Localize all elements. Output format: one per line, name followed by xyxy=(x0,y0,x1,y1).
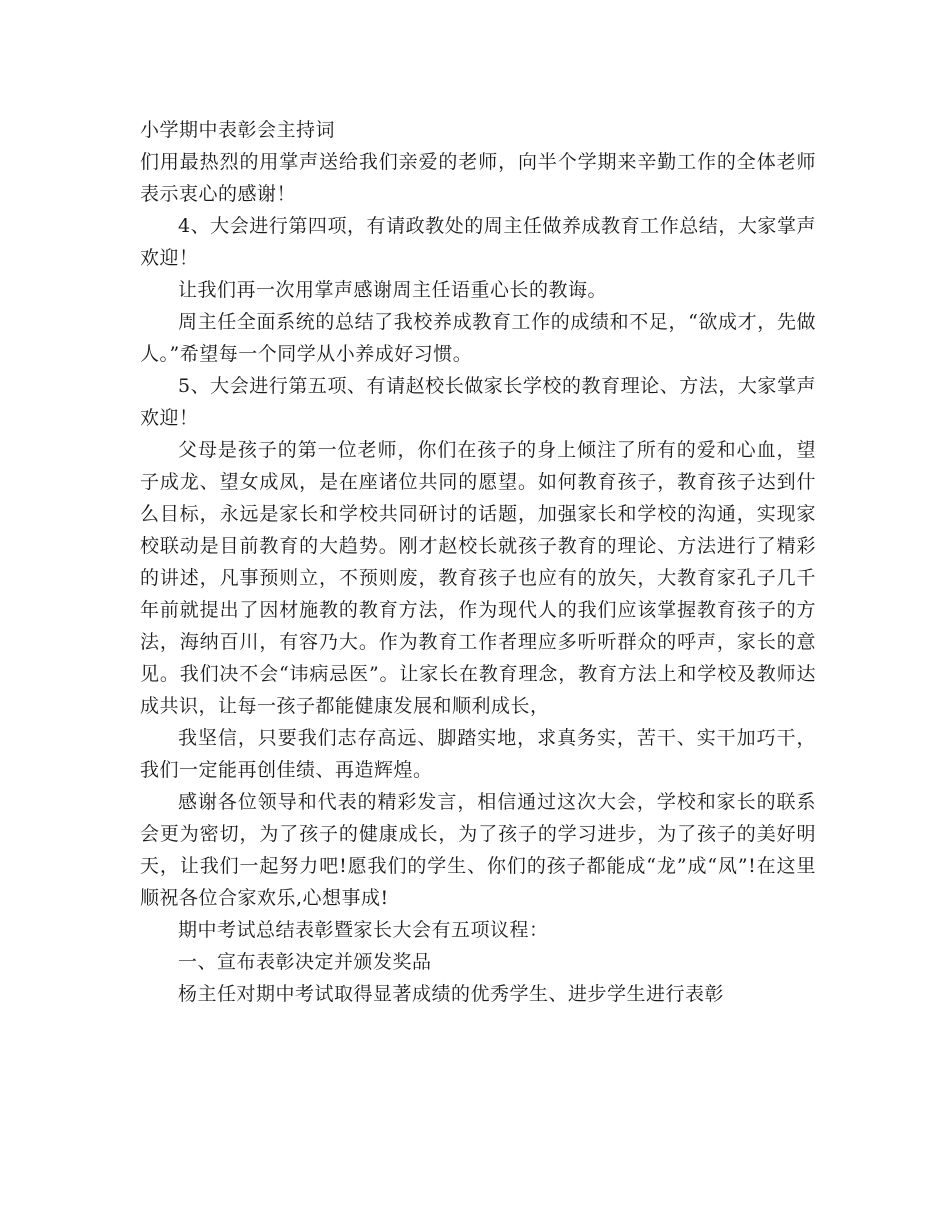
paragraph-3: 让我们再一次用掌声感谢周主任语重心长的教诲。 xyxy=(178,279,608,301)
paragraph-11: 杨主任对期中考试取得显著成绩的优秀学生、进步学生进行表彰 xyxy=(178,983,725,1005)
document-body xyxy=(140,114,816,1010)
paragraph-9: 期中考试总结表彰暨家长大会有五项议程： xyxy=(178,919,549,941)
paragraph-10: 一、宣布表彰决定并颁发奖品 xyxy=(178,951,432,973)
paragraph-1: 们用最热烈的用掌声送给我们亲爱的老师，向半个学期来辛勤工作的全体老师表示衷心的感谢！ xyxy=(140,151,816,205)
paragraph-7: 我坚信，只要我们志存高远、脚踏实地，求真务实，苦干、实干加巧干，我们一定能再创佳绩、再造辉煌。 xyxy=(140,727,816,781)
paragraph-2: 4、大会进行第四项，有请政教处的周主任做养成教育工作总结，大家掌声欢迎！ xyxy=(140,215,816,269)
document-title: 小学期中表彰会主持词 xyxy=(140,119,336,141)
paragraph-6: 父母是孩子的第一位老师，你们在孩子的身上倾注了所有的爱和心血，望子成龙、望女成凤，是在座诸位共同的愿望。如何教育孩子，教育孩子达到什么目标，永远是家长和学校共同研讨的话题，加强家长和学校的沟通，实现家校联动是目前教育的大趋势。刚才赵校长就孩子教育的理论、方法进行了精彩的讲述，凡事预则立，不预则废，教育孩子也应有的放矢，大教育家孔子几千年前就提出了因材施教的教育方法，作为现代人的我们应该掌握教育孩子的方法，海纳百川，有容乃大。作为教育工作者理应多听听群众的呼声，家长的意见。我们决不会“讳病忌医”。让家长在教育理念，教育方法上和学校及教师达成共识，让每一孩子都能健康发展和顺利成长， xyxy=(140,439,816,717)
paragraph-8: 感谢各位领导和代表的精彩发言，相信通过这次大会，学校和家长的联系会更为密切，为了孩子的健康成长，为了孩子的学习进步，为了孩子的美好明天，让我们一起努力吧!愿我们的学生、你们的孩子都能成“龙”成“凤”!在这里顺祝各位合家欢乐,心想事成! xyxy=(140,791,816,909)
paragraph-4: 周主任全面系统的总结了我校养成教育工作的成绩和不足，“欲成才，先做人。”希望每一个同学从小养成好习惯。 xyxy=(140,311,816,365)
paragraph-5: 5、大会进行第五项、有请赵校长做家长学校的教育理论、方法，大家掌声欢迎！ xyxy=(140,375,816,429)
